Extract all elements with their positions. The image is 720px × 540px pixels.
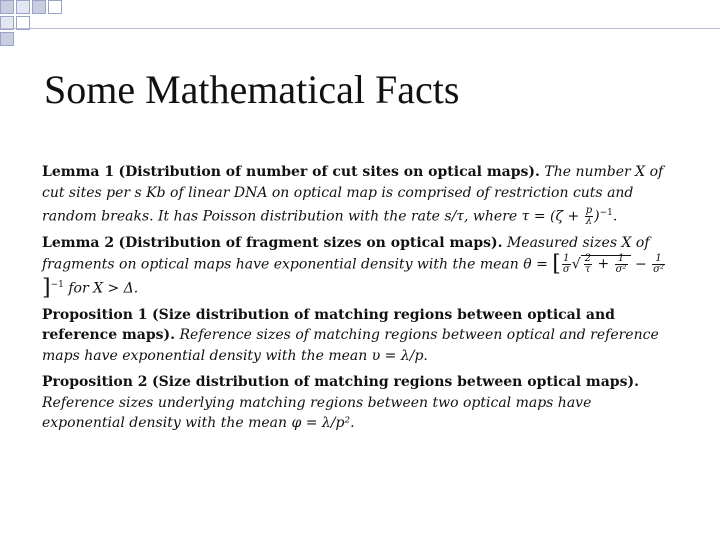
frac-den: τ <box>585 263 591 275</box>
lemma-1-exponent: −1 <box>599 208 613 218</box>
lemma-1-text: The number X of cut sites per s Kb of linear DNA on optical map is comprised of restriction cuts and random breaks. It has Poisson distribution with the rate s/τ, where τ = <box>42 164 664 225</box>
lemma-2-tail: for X > Δ. <box>68 280 139 297</box>
proposition-2-heading: (Size distribution of matching regions between optical maps). <box>151 374 639 391</box>
lemma-1-frac-num: p <box>585 205 593 217</box>
lemma-1-heading: (Distribution of number of cut sites on optical maps). <box>118 164 540 180</box>
proposition-1-label: Proposition 1 <box>42 306 148 323</box>
decor-square <box>0 32 14 46</box>
lemma-2-label: Lemma 2 <box>42 235 115 252</box>
proposition-2 <box>42 372 666 434</box>
lemma-2-text: Measured sizes X of fragments on optical maps have exponential density with the mean θ = <box>42 235 650 273</box>
proposition-1-text: Reference sizes of matching regions between optical and reference maps have exponential density with the mean υ = λ/p. <box>42 327 659 364</box>
proposition-2-text: Reference sizes underlying matching regions between two optical maps have exponential density with the mean φ = λ/p². <box>42 394 592 432</box>
decor-square <box>32 0 46 14</box>
decor-line <box>0 28 720 29</box>
proposition-1-heading: (Size distribution of matching regions between optical and reference maps). <box>42 306 615 344</box>
frac-den: σ² <box>615 263 627 275</box>
lemma-1-label: Lemma 1 <box>42 164 115 180</box>
frac-num: 1 <box>563 252 570 264</box>
proposition-1 <box>42 305 666 367</box>
corner-decoration <box>0 0 80 48</box>
lemma-1-formula-close: ) <box>594 208 600 225</box>
lemma-1-end: . <box>612 208 618 225</box>
slide-content <box>42 162 666 440</box>
decor-square <box>48 0 62 14</box>
lemma-2-exponent: −1 <box>50 279 64 290</box>
frac-num: 1 <box>615 254 628 265</box>
slide-title: Some Mathematical Facts <box>44 67 460 112</box>
frac-num: 2 <box>584 252 592 264</box>
lemma-2-heading: (Distribution of fragment sizes on optical maps). <box>118 235 503 252</box>
lemma-2: Lemma 2 (Distribution of fragment sizes on optical maps). Measured sizes X of fragments on optical maps have exponential density with the mean θ = [ $\frac{1}{\sigma}$ √ $\frac{2}{\tau}$ + $\frac{1}{\text{σ²}}$ − $\frac{1}{\text{σ²}}$ ]$^{-1}$ for X > Δ. <box>42 235 664 301</box>
lemma-1-fraction <box>585 206 593 227</box>
decor-square <box>16 0 30 14</box>
lemma-2-frac-4 <box>652 254 665 275</box>
lemma-2-root: $\frac{2}{\tau}$ + $\frac{1}{\text{σ²}}$ <box>581 255 631 272</box>
lemma-2-frac-1 <box>562 254 571 275</box>
frac-den: σ <box>562 263 570 275</box>
lemma-1-formula-open: (ζ + <box>550 208 584 225</box>
lemma-1-frac-den: λ <box>585 216 593 228</box>
lemma-1 <box>42 162 666 227</box>
frac-den: σ² <box>653 263 664 275</box>
proposition-2-label: Proposition 2 <box>42 374 148 391</box>
decor-square <box>0 0 14 14</box>
frac-num: 1 <box>652 254 665 265</box>
